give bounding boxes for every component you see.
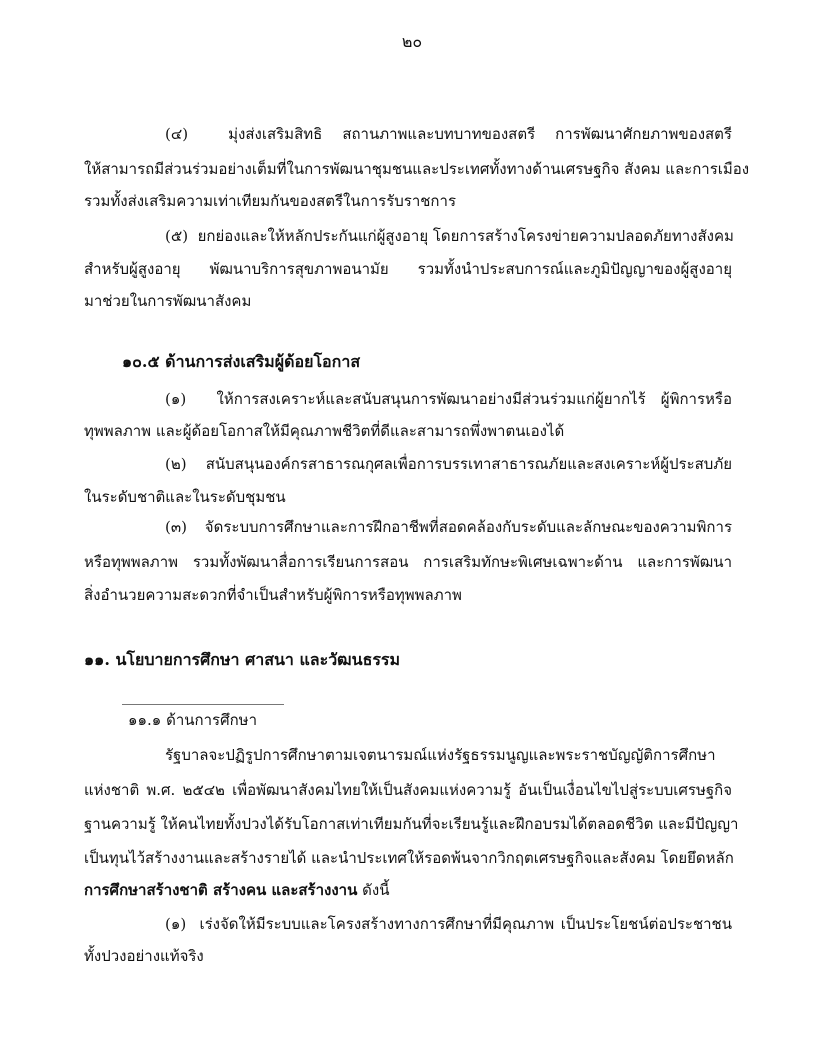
section-10-5-item-3-text: จัดระบบการศึกษาและการฝึกอาชีพที่สอดคล้องกับระดับและลักษณะของความพิการ bbox=[204, 518, 732, 536]
item-4-line-2: ให้สามารถมีส่วนร่วมอย่างเต็มที่ในการพัฒนาชุมชนและประเทศทั้งทางด้านเศรษฐกิจ สังคม และการเมือง bbox=[84, 160, 750, 178]
section-10-5-item-1-line-1 bbox=[165, 389, 732, 409]
item-4-number: (๔) bbox=[165, 125, 189, 143]
section-10-5-item-2-line-1 bbox=[165, 454, 732, 474]
section-11-1-principle-suffix: ดังนี้ bbox=[357, 881, 390, 899]
section-11-heading: ๑๑. นโยบายการศึกษา ศาสนา และวัฒนธรรม bbox=[84, 650, 401, 669]
item-5-number: (๕) bbox=[165, 227, 189, 245]
item-5-line-3: มาช่วยในการพัฒนาสังคม bbox=[84, 292, 252, 310]
section-10-5-item-3-line-3: สิ่งอำนวยความสะดวกที่จำเป็นสำหรับผู้พิการหรือทุพพลภาพ bbox=[84, 586, 462, 604]
section-11-1-para-line-4: เป็นทุนไว้สร้างงานและสร้างรายได้ และนำประเทศให้รอดพ้นจากวิกฤตเศรษฐกิจและสังคม โดยยึดหลัก bbox=[84, 849, 734, 867]
item-4-line-3: รวมทั้งส่งเสริมความเท่าเทียมกันของสตรีในการรับราชการ bbox=[84, 192, 456, 210]
item-5-text: ยกย่องและให้หลักประกันแก่ผู้สูงอายุ โดยการสร้างโครงข่ายความปลอดภัยทางสังคม bbox=[197, 227, 734, 245]
item-4-text: มุ่งส่งเสริมสิทธิ สถานภาพและบทบาทของสตรี การพัฒนาศักยภาพของสตรี bbox=[228, 125, 732, 143]
section-10-5-item-1-line-2: ทุพพลภาพ และผู้ด้อยโอกาสให้มีคุณภาพชีวิตที่ดีและสามารถพึ่งพาตนเองได้ bbox=[84, 422, 565, 440]
section-11-1-para-line-1: รัฐบาลจะปฏิรูปการศึกษาตามเจตนารมณ์แห่งรัฐธรรมนูญและพระราชบัญญัติการศึกษา bbox=[165, 746, 716, 764]
item-4-line-1 bbox=[165, 124, 732, 144]
section-10-5-item-3-line-2: หรือทุพพลภาพ รวมทั้งพัฒนาสื่อการเรียนการสอน การเสริมทักษะพิเศษเฉพาะด้าน และการพัฒนา bbox=[84, 553, 732, 571]
section-10-5-item-3-number: (๓) bbox=[165, 518, 187, 536]
divider bbox=[122, 704, 284, 705]
section-10-5-item-1-text: ให้การสงเคราะห์และสนับสนุนการพัฒนาอย่างมีส่วนร่วมแก่ผู้ยากไร้ ผู้พิการหรือ bbox=[216, 390, 732, 408]
section-10-5-item-1-number: (๑) bbox=[165, 390, 187, 408]
section-10-5-item-2-number: (๒) bbox=[165, 455, 187, 473]
section-11-1-para-line-5 bbox=[84, 880, 389, 900]
section-10-5-heading: ๑๐.๕ ด้านการส่งเสริมผู้ด้อยโอกาส bbox=[122, 352, 361, 371]
section-10-5-item-3-line-1 bbox=[165, 517, 732, 537]
section-11-1-para-line-2: แห่งชาติ พ.ศ. ๒๕๔๒ เพื่อพัฒนาสังคมไทยให้เป็นสังคมแห่งความรู้ อันเป็นเงื่อนไขไปสู่ระบบเศรษฐกิจ bbox=[84, 781, 732, 799]
section-11-1-item-1-number: (๑) bbox=[165, 915, 187, 933]
section-10-5-item-2-text: สนับสนุนองค์กรสาธารณกุศลเพื่อการบรรเทาสาธารณภัยและสงเคราะห์ผู้ประสบภัย bbox=[205, 455, 732, 473]
section-11-1-item-1-line-2: ทั้งปวงอย่างแท้จริง bbox=[84, 947, 204, 965]
page-number: ๒๐ bbox=[401, 32, 423, 51]
section-11-1-item-1-text: เร่งจัดให้มีระบบและโครงสร้างทางการศึกษาที่มีคุณภาพ เป็นประโยชน์ต่อประชาชน bbox=[199, 915, 732, 933]
section-10-5-item-2-line-2: ในระดับชาติและในระดับชุมชน bbox=[84, 488, 286, 506]
item-5-line-1 bbox=[165, 226, 732, 246]
section-11-1-heading: ๑๑.๑ ด้านการศึกษา bbox=[128, 711, 257, 729]
item-5-line-2: สำหรับผู้สูงอายุ พัฒนาบริการสุขภาพอนามัย รวมทั้งนำประสบการณ์และภูมิปัญญาของผู้สูงอายุ bbox=[84, 260, 732, 278]
section-11-1-principle: การศึกษาสร้างชาติ สร้างคน และสร้างงาน bbox=[84, 881, 358, 899]
section-11-1-para-line-3: ฐานความรู้ ให้คนไทยทั้งปวงได้รับโอกาสเท่าเทียมกันที่จะเรียนรู้และฝึกอบรมได้ตลอดชีวิต และมีปัญญา bbox=[84, 815, 739, 833]
section-11-1-item-1-line-1 bbox=[165, 914, 732, 934]
